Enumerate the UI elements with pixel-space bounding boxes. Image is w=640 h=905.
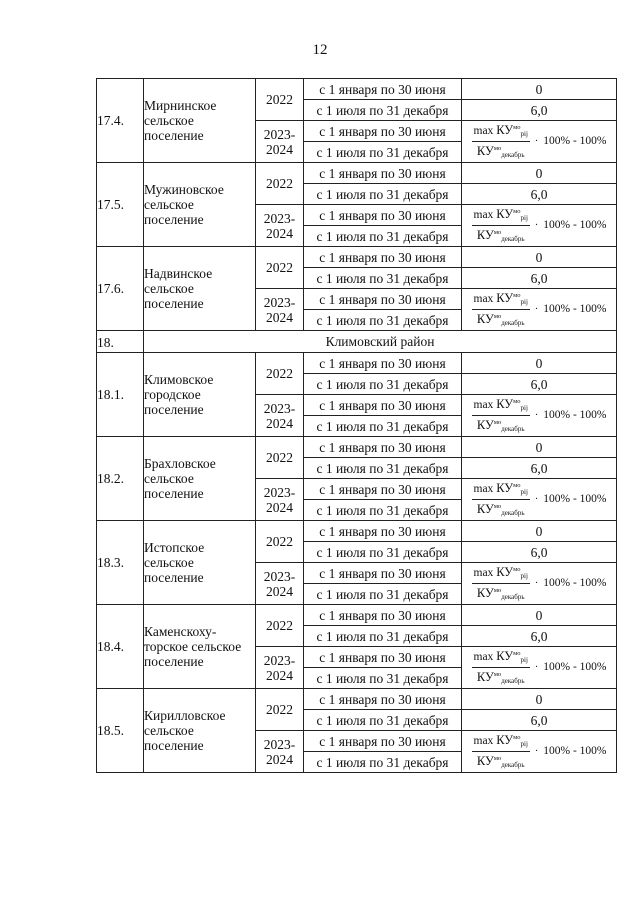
period-cell: с 1 января по 30 июня xyxy=(304,395,462,416)
period-cell: с 1 июля по 31 декабря xyxy=(304,752,462,773)
period-cell: с 1 июля по 31 декабря xyxy=(304,142,462,163)
period-cell: с 1 июля по 31 декабря xyxy=(304,374,462,395)
period-cell: с 1 июля по 31 декабря xyxy=(304,310,462,331)
year-cell: 2022 xyxy=(256,521,304,563)
period-cell: с 1 января по 30 июня xyxy=(304,437,462,458)
period-cell: с 1 января по 30 июня xyxy=(304,289,462,310)
formula-cell xyxy=(462,205,617,247)
formula: $\frac{\max КУ^{мо}_{pij}}{КУ^{мо}_{декабрь}}$ · 100% - 100% xyxy=(473,397,607,433)
value-cell: 0 xyxy=(462,605,617,626)
period-cell: с 1 июля по 31 декабря xyxy=(304,626,462,647)
value-cell: 6,0 xyxy=(462,184,617,205)
period-cell: с 1 января по 30 июня xyxy=(304,121,462,142)
period-cell: с 1 июля по 31 декабря xyxy=(304,584,462,605)
year-cell: 2022 xyxy=(256,689,304,731)
row-number: 18.5. xyxy=(97,689,144,773)
value-cell: 0 xyxy=(462,521,617,542)
row-number: 18. xyxy=(97,331,144,353)
value-cell: 6,0 xyxy=(462,542,617,563)
formula-cell xyxy=(462,563,617,605)
formula-cell xyxy=(462,395,617,437)
value-cell: 6,0 xyxy=(462,374,617,395)
period-cell: с 1 июля по 31 декабря xyxy=(304,458,462,479)
period-cell: с 1 января по 30 июня xyxy=(304,647,462,668)
period-cell: с 1 июля по 31 декабря xyxy=(304,226,462,247)
table-row xyxy=(97,605,617,626)
row-number: 18.2. xyxy=(97,437,144,521)
period-cell: с 1 января по 30 июня xyxy=(304,689,462,710)
period-cell: с 1 июля по 31 декабря xyxy=(304,542,462,563)
formula: $\frac{\max КУ^{мо}_{pij}}{КУ^{мо}_{декабрь}}$ · 100% - 100% xyxy=(473,733,607,769)
value-cell: 0 xyxy=(462,79,617,100)
row-number: 17.5. xyxy=(97,163,144,247)
formula: $\frac{\max КУ^{мо}_{pij}}{КУ^{мо}_{декабрь}}$ · 100% - 100% xyxy=(473,565,607,601)
formula: $\frac{\max КУ^{мо}_{pij}}{КУ^{мо}_{декабрь}}$ · 100% - 100% xyxy=(473,207,607,243)
period-cell: с 1 января по 30 июня xyxy=(304,247,462,268)
period-cell: с 1 июля по 31 декабря xyxy=(304,416,462,437)
period-cell: с 1 января по 30 июня xyxy=(304,205,462,226)
settlement-name: Каменскоху-торское сельское поселение xyxy=(144,605,256,689)
row-number: 18.1. xyxy=(97,353,144,437)
year-cell: 2023- 2024 xyxy=(256,205,304,247)
value-cell: 6,0 xyxy=(462,710,617,731)
period-cell: с 1 января по 30 июня xyxy=(304,79,462,100)
value-cell: 0 xyxy=(462,353,617,374)
value-cell: 6,0 xyxy=(462,268,617,289)
formula: $\frac{\max КУ^{мо}_{pij}}{КУ^{мо}_{декабрь}}$ · 100% - 100% xyxy=(473,291,607,327)
year-cell: 2023- 2024 xyxy=(256,563,304,605)
table-row xyxy=(97,79,617,100)
tariff-table xyxy=(96,78,617,773)
year-cell: 2022 xyxy=(256,437,304,479)
period-cell: с 1 января по 30 июня xyxy=(304,163,462,184)
period-cell: с 1 июля по 31 декабря xyxy=(304,500,462,521)
district-row xyxy=(97,331,617,353)
period-cell: с 1 января по 30 июня xyxy=(304,353,462,374)
period-cell: с 1 июля по 31 декабря xyxy=(304,184,462,205)
value-cell: 0 xyxy=(462,689,617,710)
table-row xyxy=(97,521,617,542)
settlement-name: Кирилловское сельское поселение xyxy=(144,689,256,773)
year-cell: 2023- 2024 xyxy=(256,647,304,689)
settlement-name: Брахловское сельское поселение xyxy=(144,437,256,521)
table-row xyxy=(97,247,617,268)
row-number: 17.6. xyxy=(97,247,144,331)
formula: $\frac{\max КУ^{мо}_{pij}}{КУ^{мо}_{декабрь}}$ · 100% - 100% xyxy=(473,481,607,517)
year-cell: 2023- 2024 xyxy=(256,121,304,163)
formula-cell xyxy=(462,479,617,521)
row-number: 17.4. xyxy=(97,79,144,163)
table-row xyxy=(97,437,617,458)
settlement-name: Мужиновское сельское поселение xyxy=(144,163,256,247)
year-cell: 2022 xyxy=(256,79,304,121)
value-cell: 6,0 xyxy=(462,100,617,121)
period-cell: с 1 января по 30 июня xyxy=(304,563,462,584)
period-cell: с 1 июля по 31 декабря xyxy=(304,268,462,289)
period-cell: с 1 июля по 31 декабря xyxy=(304,668,462,689)
settlement-name: Истопское сельское поселение xyxy=(144,521,256,605)
row-number: 18.4. xyxy=(97,605,144,689)
table-row xyxy=(97,163,617,184)
formula: $\frac{\max КУ^{мо}_{pij}}{КУ^{мо}_{декабрь}}$ · 100% - 100% xyxy=(473,649,607,685)
settlement-name: Мирнинское сельское поселение xyxy=(144,79,256,163)
table-row xyxy=(97,353,617,374)
period-cell: с 1 июля по 31 декабря xyxy=(304,100,462,121)
table-row xyxy=(97,689,617,710)
settlement-name: Надвинское сельское поселение xyxy=(144,247,256,331)
year-cell: 2023- 2024 xyxy=(256,731,304,773)
value-cell: 6,0 xyxy=(462,458,617,479)
year-cell: 2023- 2024 xyxy=(256,289,304,331)
period-cell: с 1 января по 30 июня xyxy=(304,731,462,752)
year-cell: 2022 xyxy=(256,163,304,205)
period-cell: с 1 июля по 31 декабря xyxy=(304,710,462,731)
period-cell: с 1 января по 30 июня xyxy=(304,479,462,500)
value-cell: 0 xyxy=(462,247,617,268)
year-cell: 2023- 2024 xyxy=(256,479,304,521)
formula: $\frac{\max КУ^{мо}_{pij}}{КУ^{мо}_{декабрь}}$ · 100% - 100% xyxy=(473,123,607,159)
value-cell: 0 xyxy=(462,163,617,184)
formula-cell xyxy=(462,731,617,773)
year-cell: 2022 xyxy=(256,353,304,395)
year-cell: 2022 xyxy=(256,247,304,289)
district-name: Климовский район xyxy=(144,331,617,353)
row-number: 18.3. xyxy=(97,521,144,605)
period-cell: с 1 января по 30 июня xyxy=(304,605,462,626)
value-cell: 0 xyxy=(462,437,617,458)
formula-cell xyxy=(462,289,617,331)
year-cell: 2022 xyxy=(256,605,304,647)
settlement-name: Климовское городское поселение xyxy=(144,353,256,437)
year-cell: 2023- 2024 xyxy=(256,395,304,437)
page-number: 12 xyxy=(312,42,328,58)
formula-cell xyxy=(462,647,617,689)
period-cell: с 1 января по 30 июня xyxy=(304,521,462,542)
value-cell: 6,0 xyxy=(462,626,617,647)
formula-cell xyxy=(462,121,617,163)
